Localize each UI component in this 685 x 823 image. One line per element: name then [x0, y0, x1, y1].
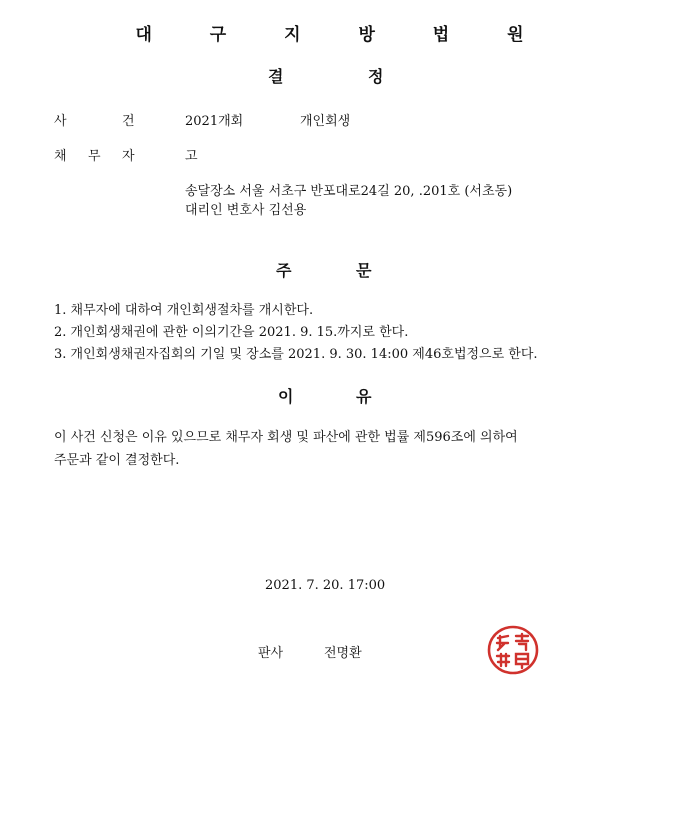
case-number: 2021개회 — [185, 114, 244, 129]
decision-date: 2021. 7. 20. 17:00 — [265, 578, 386, 593]
reason-line-1: 이 사건 신청은 이유 있으므로 채무자 회생 및 파산에 관한 법률 제596조에 의하여 — [54, 430, 518, 445]
debtor-label-2: 무 — [88, 149, 101, 164]
doc-title-left: 결 — [268, 67, 284, 86]
reason-heading-right: 유 — [356, 387, 372, 406]
service-address: 송달장소 서울 서초구 반포대로24길 20, .201호 (서초동) — [185, 184, 513, 199]
court-name: 대 구 지 방 법 원 — [135, 25, 550, 45]
order-heading-right: 문 — [356, 261, 372, 280]
debtor-label-3: 자 — [122, 149, 135, 164]
representative: 대리인 변호사 김선용 — [185, 203, 307, 218]
case-label-1: 사 — [54, 114, 67, 129]
judge-name: 전명환 — [324, 646, 362, 661]
order-heading-left: 주 — [276, 261, 292, 280]
case-label-2: 건 — [122, 114, 135, 129]
order-item-1: 1. 채무자에 대하여 개인회생절차를 개시한다. — [54, 303, 314, 318]
reason-line-2: 주문과 같이 결정한다. — [54, 453, 180, 468]
judge-seal-icon — [486, 624, 540, 676]
judge-title: 판사 — [258, 646, 284, 661]
debtor-label-1: 채 — [54, 149, 67, 164]
order-item-3: 3. 개인회생채권자집회의 기일 및 장소를 2021. 9. 30. 14:00 제46호법정으로 한다. — [54, 347, 538, 362]
reason-heading-left: 이 — [278, 387, 294, 406]
case-type: 개인회생 — [300, 114, 351, 129]
doc-title-right: 정 — [368, 67, 384, 86]
order-item-2: 2. 개인회생채권에 관한 이의기간을 2021. 9. 15.까지로 한다. — [54, 325, 409, 340]
debtor-name: 고 — [185, 149, 198, 164]
